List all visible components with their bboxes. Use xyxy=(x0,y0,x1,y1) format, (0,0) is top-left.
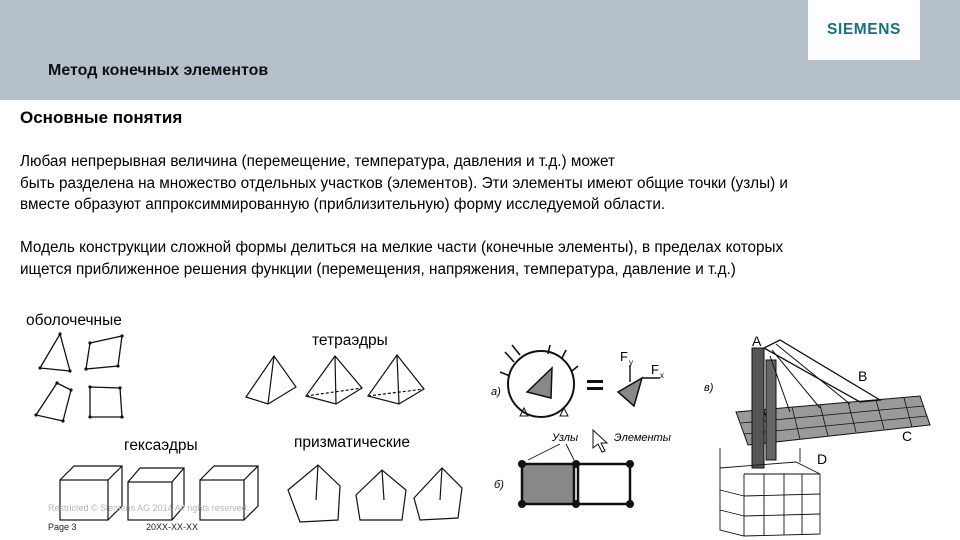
paragraph-line: ищется приближенное решения функции (перемещения, напряжения, температура, давление и т.д.) xyxy=(20,260,736,278)
force-fy-sub: y xyxy=(629,358,633,367)
force-fy-label: F xyxy=(620,349,628,364)
footer-date: 20XX-XX-XX xyxy=(146,522,199,532)
diagram-label-v: в) xyxy=(704,382,714,394)
tetra-elements-figure xyxy=(246,355,424,404)
logo-text: SIEMENS xyxy=(827,21,901,38)
paragraph-line: Любая непрерывная величина (перемещение, температура, давления и т.д.) может xyxy=(20,153,615,170)
shell-nodes xyxy=(34,332,123,422)
point-label-D: D xyxy=(817,451,828,467)
force-fx-label: F xyxy=(651,362,659,377)
nodes-label: Узлы xyxy=(552,432,579,444)
force-fx-sub: x xyxy=(660,371,664,380)
elements-label: Элементы xyxy=(614,432,671,444)
point-label-A: A xyxy=(752,333,762,349)
fem-diagram-b xyxy=(494,430,671,508)
footer-page-number: Page 3 xyxy=(48,522,77,532)
point-label-C: C xyxy=(902,428,913,444)
point-label-B: B xyxy=(858,368,868,384)
fem-diagram-v xyxy=(704,333,930,536)
diagram-label-b: б) xyxy=(494,479,504,491)
label-shell: оболочечные xyxy=(26,312,122,329)
footer-restricted: Restricted © Siemens AG 2014 All rights reserved. xyxy=(48,503,250,513)
diagram-label-a: а) xyxy=(491,386,501,398)
label-tetra: тетраэдры xyxy=(312,332,388,349)
prism-elements-figure xyxy=(288,465,462,522)
shell-elements-figure xyxy=(36,334,122,421)
page-title: Метод конечных элементов xyxy=(48,62,269,79)
section-title: Основные понятия xyxy=(20,108,183,127)
paragraph-line: Модель конструкции сложной формы делиться на мелкие части (конечные элементы), в пределах которых xyxy=(20,239,784,256)
label-hexa: гексаэдры xyxy=(124,437,198,454)
paragraph-line: быть разделена на множество отдельных участков (элементов). Эти элементы имеют общие точки (узлы) и xyxy=(20,174,788,192)
fem-diagram-a xyxy=(491,345,664,417)
label-prism: призматические xyxy=(294,434,410,451)
paragraph-line: вместе образуют аппроксиммированную (приблизительную) форму исследуемой области. xyxy=(20,196,666,213)
